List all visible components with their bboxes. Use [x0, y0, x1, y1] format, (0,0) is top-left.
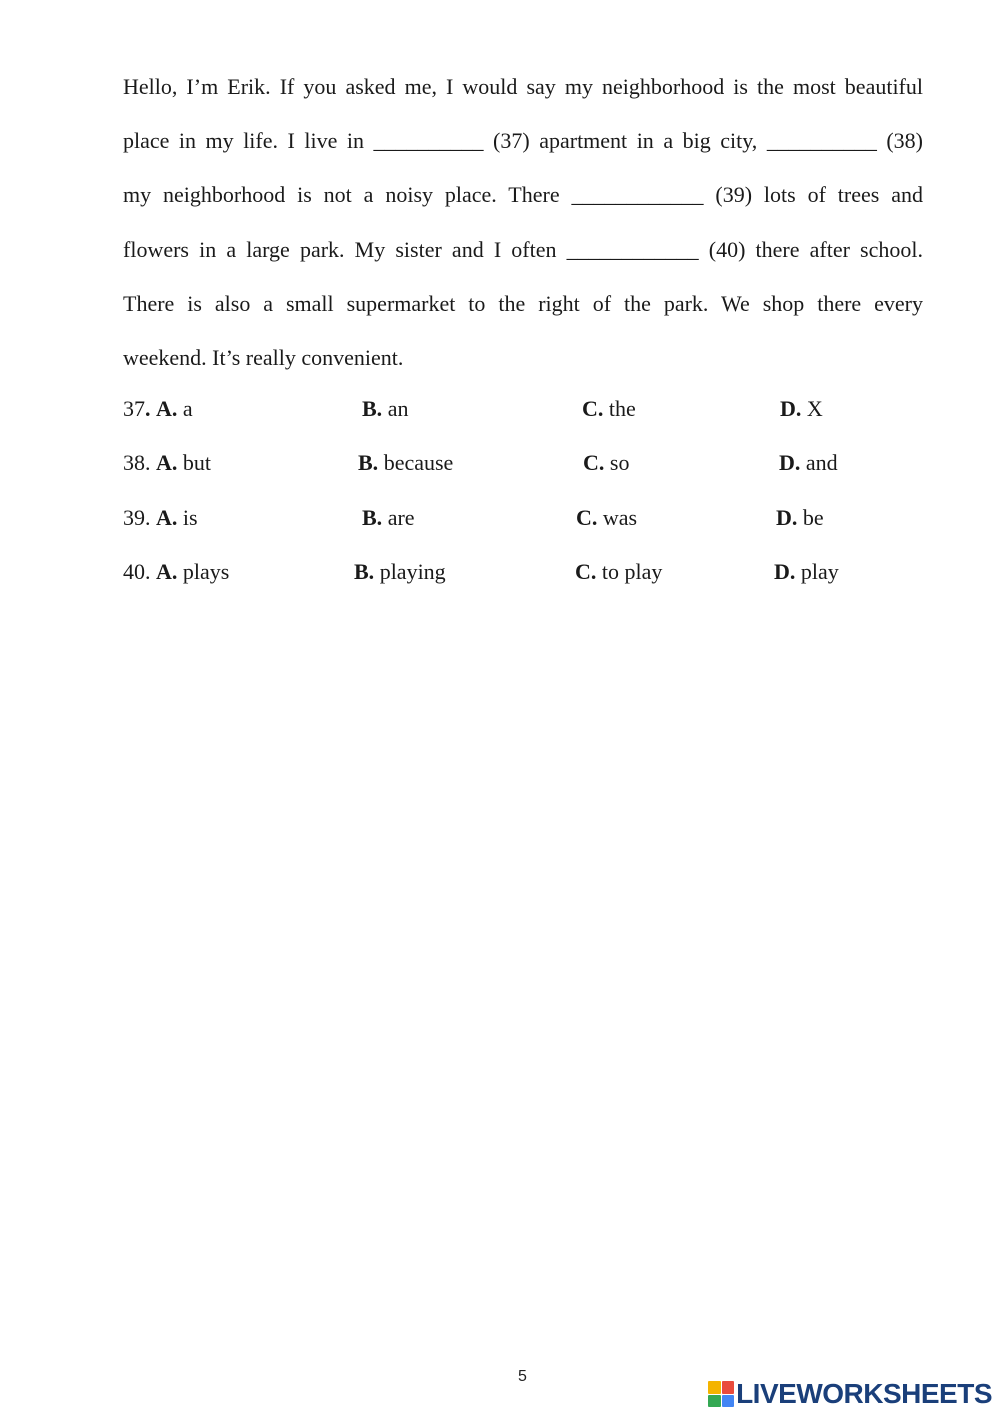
passage-line: weekend. It’s really convenient. [123, 344, 404, 370]
option-text: the [608, 396, 636, 421]
reading-passage [123, 60, 923, 385]
option-text: be [802, 504, 824, 530]
option-letter: A. [156, 504, 178, 530]
option-letter: C. [583, 450, 605, 476]
option-text: so [609, 450, 630, 476]
option-text: an [387, 396, 409, 421]
page-number: 5 [518, 1368, 527, 1385]
option-a[interactable]: 38. A. but [123, 450, 212, 476]
option-b[interactable] [358, 438, 453, 488]
question-row-40 [123, 547, 923, 601]
option-letter: C. [576, 504, 598, 530]
option-text: plays [182, 558, 230, 584]
passage-line: There is also a small supermarket to the right of the park. We shop there every [123, 290, 923, 316]
option-letter: C. [582, 396, 604, 421]
option-text: because [383, 450, 454, 476]
option-c[interactable] [583, 438, 629, 488]
option-letter: B. [362, 504, 383, 530]
option-c[interactable] [575, 547, 662, 597]
answer-options [123, 384, 923, 601]
option-c[interactable] [582, 384, 636, 434]
option-text: is [182, 504, 198, 530]
option-text: but [182, 450, 212, 476]
option-letter: D. [780, 396, 802, 421]
question-number: 40 [123, 558, 145, 584]
option-text: X [806, 396, 823, 421]
question-number: 37 [123, 396, 145, 421]
option-c[interactable] [576, 493, 637, 543]
option-d[interactable] [779, 438, 838, 488]
option-d[interactable] [776, 493, 824, 543]
passage-line: my neighborhood is not a noisy place. There ____________ (39) lots of trees and [123, 182, 923, 208]
option-text: are [387, 504, 415, 530]
question-number: 38 [123, 450, 145, 476]
option-letter: D. [779, 450, 801, 476]
option-a[interactable]: 37. A. a [123, 396, 193, 421]
option-letter: D. [776, 504, 798, 530]
passage-line: place in my life. I live in __________ (37) apartment in a big city, __________ (38) [123, 128, 923, 154]
option-a[interactable]: 40. A. plays [123, 558, 230, 584]
question-row-39 [123, 493, 923, 547]
option-text: was [602, 504, 638, 530]
option-letter: B. [362, 396, 383, 421]
option-text: play [800, 558, 839, 584]
option-b[interactable] [362, 493, 415, 543]
option-letter: A. [156, 558, 178, 584]
option-letter: C. [575, 558, 597, 584]
option-letter: B. [354, 558, 375, 584]
option-text: playing [379, 558, 446, 584]
option-letter: D. [774, 558, 796, 584]
passage-line: Hello, I’m Erik. If you asked me, I would say my neighborhood is the most beautiful [123, 74, 923, 99]
option-letter: B. [358, 450, 379, 476]
option-text: to play [601, 558, 663, 584]
option-a[interactable]: 39. A. is [123, 504, 198, 530]
option-letter: A. [156, 450, 178, 476]
question-number: 39 [123, 504, 145, 530]
liveworksheets-badge-icon [708, 1381, 734, 1407]
option-b[interactable] [354, 547, 446, 597]
logo-text: LIVEWORKSHEETS [736, 1378, 992, 1409]
question-row-38 [123, 438, 923, 492]
option-d[interactable] [774, 547, 839, 597]
option-b[interactable] [362, 384, 408, 434]
question-row-37 [123, 384, 923, 438]
option-text: a [182, 396, 193, 421]
liveworksheets-logo [708, 1377, 992, 1411]
option-letter: A. [156, 396, 178, 421]
passage-line: flowers in a large park. My sister and I often ____________ (40) there after school. [123, 236, 923, 262]
option-d[interactable] [780, 384, 823, 434]
option-text: and [805, 450, 838, 476]
